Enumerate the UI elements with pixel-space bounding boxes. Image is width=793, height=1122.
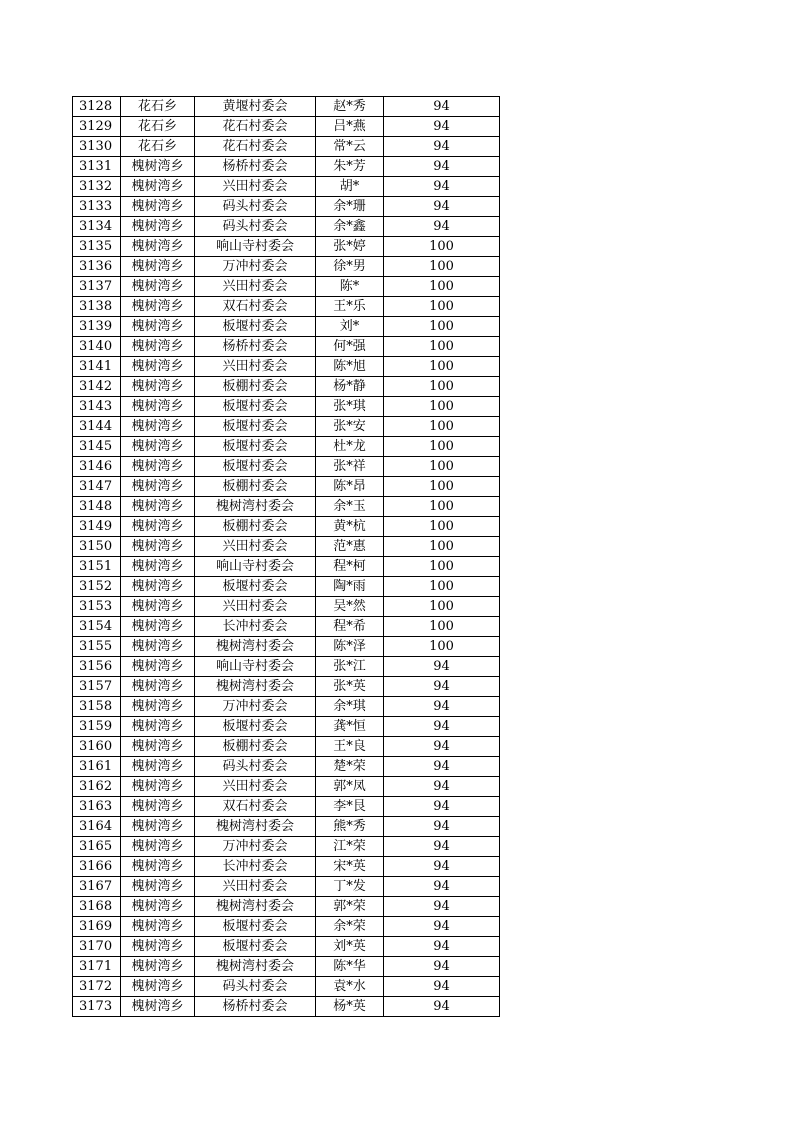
score-cell: 100 (384, 417, 500, 437)
score-cell: 100 (384, 397, 500, 417)
person-name-cell: 程*柯 (316, 557, 384, 577)
row-number-cell: 3141 (73, 357, 121, 377)
data-table (72, 96, 500, 1017)
person-name-cell: 郭*荣 (316, 897, 384, 917)
person-name-cell: 黄*杭 (316, 517, 384, 537)
score-cell: 94 (384, 837, 500, 857)
row-number-cell: 3128 (73, 97, 121, 117)
score-cell: 100 (384, 577, 500, 597)
person-name-cell: 何*强 (316, 337, 384, 357)
score-cell: 94 (384, 857, 500, 877)
score-cell: 94 (384, 177, 500, 197)
village-committee-cell: 码头村委会 (195, 197, 316, 217)
table-row (73, 377, 500, 397)
village-committee-cell: 长冲村委会 (195, 617, 316, 637)
table-row (73, 417, 500, 437)
village-committee-cell: 槐树湾村委会 (195, 677, 316, 697)
table-row (73, 197, 500, 217)
row-number-cell: 3149 (73, 517, 121, 537)
score-cell: 94 (384, 877, 500, 897)
village-committee-cell: 板堰村委会 (195, 397, 316, 417)
table-row (73, 297, 500, 317)
village-committee-cell: 杨桥村委会 (195, 337, 316, 357)
row-number-cell: 3153 (73, 597, 121, 617)
row-number-cell: 3168 (73, 897, 121, 917)
village-committee-cell: 兴田村委会 (195, 357, 316, 377)
row-number-cell: 3129 (73, 117, 121, 137)
row-number-cell: 3143 (73, 397, 121, 417)
township-cell: 槐树湾乡 (121, 517, 195, 537)
row-number-cell: 3158 (73, 697, 121, 717)
township-cell: 槐树湾乡 (121, 817, 195, 837)
score-cell: 94 (384, 117, 500, 137)
village-committee-cell: 板棚村委会 (195, 517, 316, 537)
row-number-cell: 3161 (73, 757, 121, 777)
score-cell: 100 (384, 617, 500, 637)
township-cell: 槐树湾乡 (121, 417, 195, 437)
village-committee-cell: 码头村委会 (195, 977, 316, 997)
table-row (73, 517, 500, 537)
table-row (73, 577, 500, 597)
score-cell: 100 (384, 537, 500, 557)
person-name-cell: 王*良 (316, 737, 384, 757)
township-cell: 槐树湾乡 (121, 437, 195, 457)
village-committee-cell: 兴田村委会 (195, 177, 316, 197)
score-cell: 100 (384, 477, 500, 497)
table-row (73, 617, 500, 637)
township-cell: 槐树湾乡 (121, 157, 195, 177)
person-name-cell: 刘*英 (316, 937, 384, 957)
score-cell: 94 (384, 777, 500, 797)
township-cell: 槐树湾乡 (121, 217, 195, 237)
person-name-cell: 余*琪 (316, 697, 384, 717)
table-row (73, 537, 500, 557)
township-cell: 槐树湾乡 (121, 297, 195, 317)
score-cell: 100 (384, 357, 500, 377)
row-number-cell: 3156 (73, 657, 121, 677)
score-cell: 100 (384, 637, 500, 657)
township-cell: 槐树湾乡 (121, 457, 195, 477)
row-number-cell: 3162 (73, 777, 121, 797)
table-row (73, 657, 500, 677)
village-committee-cell: 板棚村委会 (195, 377, 316, 397)
score-cell: 94 (384, 677, 500, 697)
person-name-cell: 常*云 (316, 137, 384, 157)
village-committee-cell: 板棚村委会 (195, 477, 316, 497)
score-cell: 94 (384, 797, 500, 817)
table-row (73, 717, 500, 737)
table-row (73, 857, 500, 877)
village-committee-cell: 万冲村委会 (195, 837, 316, 857)
person-name-cell: 程*希 (316, 617, 384, 637)
person-name-cell: 楚*荣 (316, 757, 384, 777)
township-cell: 槐树湾乡 (121, 537, 195, 557)
village-committee-cell: 板堰村委会 (195, 577, 316, 597)
village-committee-cell: 板堰村委会 (195, 417, 316, 437)
person-name-cell: 余*玉 (316, 497, 384, 517)
village-committee-cell: 板棚村委会 (195, 737, 316, 757)
township-cell: 槐树湾乡 (121, 777, 195, 797)
score-cell: 100 (384, 377, 500, 397)
village-committee-cell: 长冲村委会 (195, 857, 316, 877)
township-cell: 花石乡 (121, 137, 195, 157)
person-name-cell: 袁*水 (316, 977, 384, 997)
village-committee-cell: 兴田村委会 (195, 537, 316, 557)
score-cell: 94 (384, 737, 500, 757)
row-number-cell: 3171 (73, 957, 121, 977)
row-number-cell: 3146 (73, 457, 121, 477)
person-name-cell: 张*琪 (316, 397, 384, 417)
score-cell: 94 (384, 977, 500, 997)
village-committee-cell: 兴田村委会 (195, 777, 316, 797)
person-name-cell: 杨*英 (316, 997, 384, 1017)
row-number-cell: 3130 (73, 137, 121, 157)
row-number-cell: 3165 (73, 837, 121, 857)
township-cell: 槐树湾乡 (121, 177, 195, 197)
person-name-cell: 吕*燕 (316, 117, 384, 137)
village-committee-cell: 板堰村委会 (195, 317, 316, 337)
row-number-cell: 3135 (73, 237, 121, 257)
person-name-cell: 熊*秀 (316, 817, 384, 837)
score-cell: 94 (384, 717, 500, 737)
village-committee-cell: 槐树湾村委会 (195, 817, 316, 837)
table-row (73, 117, 500, 137)
village-committee-cell: 板堰村委会 (195, 437, 316, 457)
township-cell: 槐树湾乡 (121, 337, 195, 357)
score-cell: 100 (384, 457, 500, 477)
village-committee-cell: 花石村委会 (195, 117, 316, 137)
township-cell: 槐树湾乡 (121, 897, 195, 917)
village-committee-cell: 槐树湾村委会 (195, 637, 316, 657)
township-cell: 槐树湾乡 (121, 597, 195, 617)
row-number-cell: 3142 (73, 377, 121, 397)
village-committee-cell: 兴田村委会 (195, 277, 316, 297)
row-number-cell: 3157 (73, 677, 121, 697)
township-cell: 槐树湾乡 (121, 797, 195, 817)
person-name-cell: 吴*然 (316, 597, 384, 617)
row-number-cell: 3134 (73, 217, 121, 237)
table-body (73, 97, 500, 1017)
person-name-cell: 余*荣 (316, 917, 384, 937)
village-committee-cell: 板堰村委会 (195, 457, 316, 477)
township-cell: 槐树湾乡 (121, 737, 195, 757)
township-cell: 槐树湾乡 (121, 477, 195, 497)
row-number-cell: 3172 (73, 977, 121, 997)
village-committee-cell: 响山寺村委会 (195, 657, 316, 677)
township-cell: 槐树湾乡 (121, 257, 195, 277)
village-committee-cell: 板堰村委会 (195, 917, 316, 937)
table-row (73, 157, 500, 177)
row-number-cell: 3166 (73, 857, 121, 877)
row-number-cell: 3131 (73, 157, 121, 177)
person-name-cell: 宋*英 (316, 857, 384, 877)
table-row (73, 457, 500, 477)
row-number-cell: 3164 (73, 817, 121, 837)
village-committee-cell: 兴田村委会 (195, 597, 316, 617)
village-committee-cell: 槐树湾村委会 (195, 897, 316, 917)
table-row (73, 677, 500, 697)
township-cell: 槐树湾乡 (121, 977, 195, 997)
row-number-cell: 3170 (73, 937, 121, 957)
township-cell: 槐树湾乡 (121, 637, 195, 657)
person-name-cell: 胡* (316, 177, 384, 197)
person-name-cell: 陈* (316, 277, 384, 297)
table-row (73, 437, 500, 457)
table-row (73, 997, 500, 1017)
person-name-cell: 陈*华 (316, 957, 384, 977)
person-name-cell: 王*乐 (316, 297, 384, 317)
township-cell: 槐树湾乡 (121, 837, 195, 857)
township-cell: 槐树湾乡 (121, 357, 195, 377)
row-number-cell: 3133 (73, 197, 121, 217)
person-name-cell: 郭*凤 (316, 777, 384, 797)
row-number-cell: 3148 (73, 497, 121, 517)
township-cell: 花石乡 (121, 97, 195, 117)
score-cell: 94 (384, 897, 500, 917)
table-row (73, 237, 500, 257)
township-cell: 槐树湾乡 (121, 497, 195, 517)
score-cell: 94 (384, 937, 500, 957)
table-row (73, 877, 500, 897)
table-row (73, 817, 500, 837)
score-cell: 94 (384, 757, 500, 777)
person-name-cell: 江*荣 (316, 837, 384, 857)
township-cell: 槐树湾乡 (121, 857, 195, 877)
row-number-cell: 3136 (73, 257, 121, 277)
score-cell: 94 (384, 137, 500, 157)
person-name-cell: 刘* (316, 317, 384, 337)
township-cell: 花石乡 (121, 117, 195, 137)
person-name-cell: 张*江 (316, 657, 384, 677)
table-row (73, 737, 500, 757)
score-cell: 94 (384, 817, 500, 837)
table-row (73, 337, 500, 357)
township-cell: 槐树湾乡 (121, 717, 195, 737)
table-row (73, 797, 500, 817)
person-name-cell: 陈*泽 (316, 637, 384, 657)
row-number-cell: 3139 (73, 317, 121, 337)
table-row (73, 637, 500, 657)
person-name-cell: 张*婷 (316, 237, 384, 257)
score-cell: 100 (384, 557, 500, 577)
person-name-cell: 范*惠 (316, 537, 384, 557)
person-name-cell: 张*祥 (316, 457, 384, 477)
township-cell: 槐树湾乡 (121, 237, 195, 257)
person-name-cell: 张*英 (316, 677, 384, 697)
score-cell: 94 (384, 997, 500, 1017)
township-cell: 槐树湾乡 (121, 617, 195, 637)
person-name-cell: 徐*男 (316, 257, 384, 277)
person-name-cell: 丁*发 (316, 877, 384, 897)
score-cell: 100 (384, 277, 500, 297)
row-number-cell: 3154 (73, 617, 121, 637)
row-number-cell: 3173 (73, 997, 121, 1017)
person-name-cell: 赵*秀 (316, 97, 384, 117)
score-cell: 100 (384, 497, 500, 517)
table-row (73, 937, 500, 957)
score-cell: 100 (384, 237, 500, 257)
township-cell: 槐树湾乡 (121, 377, 195, 397)
row-number-cell: 3147 (73, 477, 121, 497)
row-number-cell: 3155 (73, 637, 121, 657)
person-name-cell: 朱*芳 (316, 157, 384, 177)
township-cell: 槐树湾乡 (121, 397, 195, 417)
score-cell: 94 (384, 697, 500, 717)
village-committee-cell: 槐树湾村委会 (195, 957, 316, 977)
row-number-cell: 3137 (73, 277, 121, 297)
person-name-cell: 李*艮 (316, 797, 384, 817)
person-name-cell: 杨*静 (316, 377, 384, 397)
table-row (73, 597, 500, 617)
township-cell: 槐树湾乡 (121, 697, 195, 717)
score-cell: 94 (384, 657, 500, 677)
village-committee-cell: 响山寺村委会 (195, 557, 316, 577)
table-row (73, 897, 500, 917)
village-committee-cell: 杨桥村委会 (195, 157, 316, 177)
row-number-cell: 3167 (73, 877, 121, 897)
person-name-cell: 张*安 (316, 417, 384, 437)
table-row (73, 917, 500, 937)
row-number-cell: 3160 (73, 737, 121, 757)
score-cell: 100 (384, 297, 500, 317)
township-cell: 槐树湾乡 (121, 277, 195, 297)
township-cell: 槐树湾乡 (121, 197, 195, 217)
village-committee-cell: 花石村委会 (195, 137, 316, 157)
score-cell: 94 (384, 217, 500, 237)
row-number-cell: 3145 (73, 437, 121, 457)
table-row (73, 757, 500, 777)
table-row (73, 697, 500, 717)
table-row (73, 777, 500, 797)
table-row (73, 137, 500, 157)
table-row (73, 277, 500, 297)
row-number-cell: 3144 (73, 417, 121, 437)
score-cell: 94 (384, 957, 500, 977)
score-cell: 100 (384, 317, 500, 337)
township-cell: 槐树湾乡 (121, 757, 195, 777)
table-row (73, 397, 500, 417)
person-name-cell: 龚*恒 (316, 717, 384, 737)
village-committee-cell: 双石村委会 (195, 297, 316, 317)
row-number-cell: 3140 (73, 337, 121, 357)
row-number-cell: 3152 (73, 577, 121, 597)
score-cell: 100 (384, 337, 500, 357)
village-committee-cell: 响山寺村委会 (195, 237, 316, 257)
table-row (73, 317, 500, 337)
row-number-cell: 3138 (73, 297, 121, 317)
township-cell: 槐树湾乡 (121, 657, 195, 677)
village-committee-cell: 万冲村委会 (195, 257, 316, 277)
person-name-cell: 陶*雨 (316, 577, 384, 597)
person-name-cell: 陈*旭 (316, 357, 384, 377)
township-cell: 槐树湾乡 (121, 577, 195, 597)
score-cell: 100 (384, 437, 500, 457)
table-row (73, 217, 500, 237)
table-row (73, 357, 500, 377)
village-committee-cell: 板堰村委会 (195, 937, 316, 957)
score-cell: 94 (384, 197, 500, 217)
score-cell: 100 (384, 597, 500, 617)
village-committee-cell: 槐树湾村委会 (195, 497, 316, 517)
village-committee-cell: 双石村委会 (195, 797, 316, 817)
score-cell: 100 (384, 257, 500, 277)
table-row (73, 837, 500, 857)
person-name-cell: 余*珊 (316, 197, 384, 217)
row-number-cell: 3150 (73, 537, 121, 557)
row-number-cell: 3169 (73, 917, 121, 937)
village-committee-cell: 兴田村委会 (195, 877, 316, 897)
person-name-cell: 陈*昂 (316, 477, 384, 497)
table-row (73, 97, 500, 117)
score-cell: 100 (384, 517, 500, 537)
village-committee-cell: 板堰村委会 (195, 717, 316, 737)
row-number-cell: 3132 (73, 177, 121, 197)
table-row (73, 177, 500, 197)
table-row (73, 257, 500, 277)
township-cell: 槐树湾乡 (121, 997, 195, 1017)
row-number-cell: 3151 (73, 557, 121, 577)
township-cell: 槐树湾乡 (121, 557, 195, 577)
table-row (73, 557, 500, 577)
score-cell: 94 (384, 917, 500, 937)
table-row (73, 977, 500, 997)
table-row (73, 957, 500, 977)
village-committee-cell: 码头村委会 (195, 217, 316, 237)
township-cell: 槐树湾乡 (121, 877, 195, 897)
person-name-cell: 杜*龙 (316, 437, 384, 457)
table-row (73, 497, 500, 517)
score-cell: 94 (384, 157, 500, 177)
township-cell: 槐树湾乡 (121, 957, 195, 977)
township-cell: 槐树湾乡 (121, 937, 195, 957)
village-committee-cell: 杨桥村委会 (195, 997, 316, 1017)
village-committee-cell: 万冲村委会 (195, 697, 316, 717)
township-cell: 槐树湾乡 (121, 317, 195, 337)
person-name-cell: 余*鑫 (316, 217, 384, 237)
row-number-cell: 3163 (73, 797, 121, 817)
township-cell: 槐树湾乡 (121, 917, 195, 937)
township-cell: 槐树湾乡 (121, 677, 195, 697)
village-committee-cell: 码头村委会 (195, 757, 316, 777)
village-committee-cell: 黄堰村委会 (195, 97, 316, 117)
row-number-cell: 3159 (73, 717, 121, 737)
table-row (73, 477, 500, 497)
score-cell: 94 (384, 97, 500, 117)
